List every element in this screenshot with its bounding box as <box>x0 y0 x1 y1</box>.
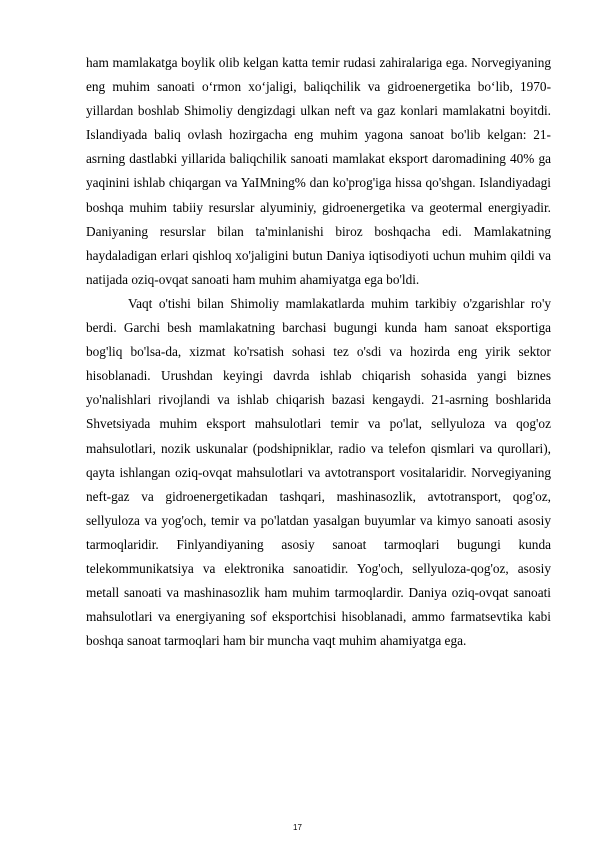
paragraph-2: Vaqt o'tishi bilan Shimoliy mamlakatlarda muhim tarkibiy o'zgarishlar ro'y berdi. Garchi besh mamlakatning barchasi bugungi kunda ham sanoat eksportiga bog'liq bo'lsa-da, xizmat ko'rsatish sohasi tez o'sdi va hozirda eng yirik sektor hisoblanadi. Urushdan keyingi davrda ishlab chiqarish sohasida yangi biznes yo'nalishlari rivojlandi va ishlab chiqarish bazasi kengaydi. 21-asrning boshlarida Shvetsiyada muhim eksport mahsulotlari temir va po'lat, sellyuloza va qog'oz mahsulotlari, nozik uskunalar (podshipniklar, radio va telefon qismlari va qurollari), qayta ishlangan oziq-ovqat mahsulotlari va avtotransport vositalaridir. Norvegiyaning neft-gaz va gidroenergetikadan tashqari, mashinasozlik, avtotransport, qog'oz, sellyuloza va yog'och, temir va po'latdan yasalgan buyumlar va kimyo sanoati asosiy tarmoqlaridir. Finlyandiyaning asosiy sanoat tarmoqlari bugungi kunda telekommunikatsiya va elektronika sanoatidir. Yog'och, sellyuloza-qog'oz, asosiy metall sanoati va mashinasozlik ham muhim tarmoqlardir. Daniya oziq-ovqat sanoati mahsulotlari va energiyaning sof eksportchisi hisoblanadi, ammo farmatsevtika kabi boshqa sanoat tarmoqlari ham bir muncha vaqt muhim ahamiyatga ega. <box>86 295 551 649</box>
page-number: 17 <box>293 823 302 832</box>
paragraph-1: ham mamlakatga boylik olib kelgan katta temir rudasi zahiralariga ega. Norvegiyaning eng muhim sanoati o‘rmon xo‘jaligi, baliqchilik va gidroenergetika bo‘lib, 1970-yillardan boshlab Shimoliy dengizdagi ulkan neft va gaz konlari mamlakatni boyitdi. Islandiyada baliq ovlash hozirgacha eng muhim yagona sanoat bo'lib kelgan: 21-asrning dastlabki yillarida baliqchilik sanoati mamlakat eksport daromadining 40% ga yaqinini ishlab chiqargan va YaIMning% dan ko'prog'iga hissa qo'shgan. Islandiyadagi boshqa muhim tabiiy resurslar alyuminiy, gidroenergetika va geotermal energiyadir. Daniyaning resurslar bilan ta'minlanishi biroz boshqacha edi. Mamlakatning haydaladigan erlari qishloq xo'jaligini butun Daniya iqtisodiyoti uchun muhim qildi va natijada oziq-ovqat sanoati ham muhim ahamiyatga ega bo'ldi. <box>86 55 551 287</box>
body-text <box>86 51 551 653</box>
